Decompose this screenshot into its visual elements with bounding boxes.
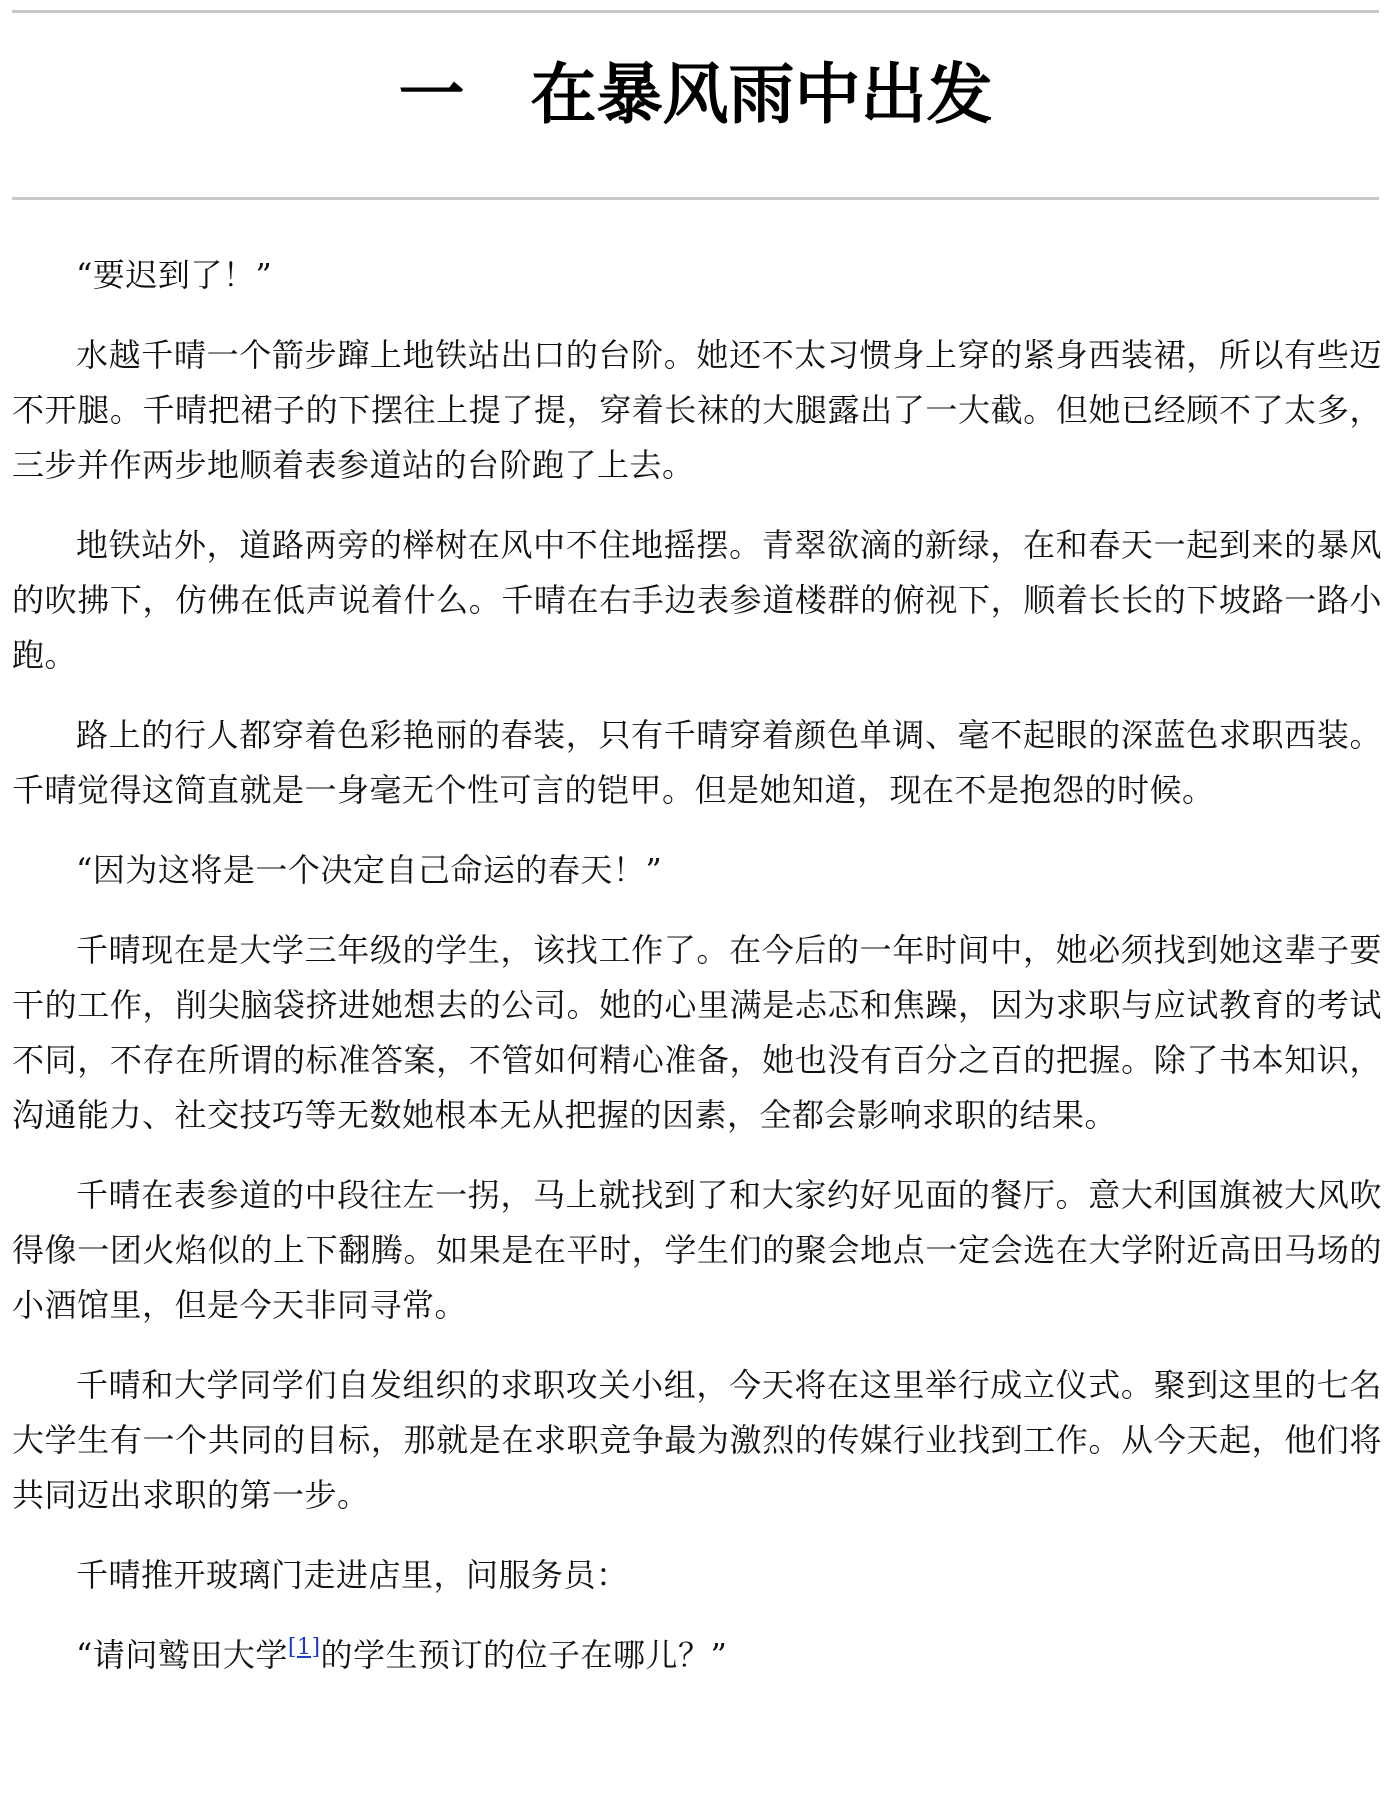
paragraph: 水越千晴一个箭步蹿上地铁站出口的台阶。她还不太习惯身上穿的紧身西装裙，所以有些迈不开腿。千晴把裙子的下摆往上提了提，穿着长袜的大腿露出了一大截。但她已经顾不了太多，三步并作两步地顺着表参道站的台阶跑了上去。	[12, 336, 1382, 484]
paragraph: 千晴推开玻璃门走进店里，问服务员：	[76, 1556, 629, 1594]
title-divider	[12, 197, 1379, 200]
paragraph: “因为这将是一个决定自己命运的春天！”	[76, 851, 663, 889]
chapter-body	[12, 248, 1382, 1708]
paragraph: 路上的行人都穿着色彩艳丽的春装，只有千晴穿着颜色单调、毫不起眼的深蓝色求职西装。千晴觉得这简直就是一身毫无个性可言的铠甲。但是她知道，现在不是抱怨的时候。	[12, 716, 1382, 809]
paragraph: 千晴在表参道的中段往左一拐，马上就找到了和大家约好见面的餐厅。意大利国旗被大风吹得像一团火焰似的上下翻腾。如果是在平时，学生们的聚会地点一定会选在大学附近高田马场的小酒馆里，但是今天非同寻常。	[12, 1176, 1382, 1324]
paragraph: 千晴现在是大学三年级的学生，该找工作了。在今后的一年时间中，她必须找到她这辈子要干的工作，削尖脑袋挤进她想去的公司。她的心里满是忐忑和焦躁，因为求职与应试教育的考试不同，不存在所谓的标准答案，不管如何精心准备，她也没有百分之百的把握。除了书本知识，沟通能力、社交技巧等无数她根本无从把握的因素，全都会影响求职的结果。	[12, 931, 1382, 1134]
footnote-link[interactable]: [1]	[287, 1635, 321, 1660]
paragraph-text-start: “请问鹫田大学	[76, 1636, 288, 1674]
paragraph: 地铁站外，道路两旁的榉树在风中不住地摇摆。青翠欲滴的新绿，在和春天一起到来的暴风的吹拂下，仿佛在低声说着什么。千晴在右手边表参道楼群的俯视下，顺着长长的下坡路一路小跑。	[12, 526, 1382, 674]
top-divider	[12, 10, 1379, 13]
paragraph: “要迟到了！”	[76, 256, 273, 294]
paragraph: 千晴和大学同学们自发组织的求职攻关小组，今天将在这里举行成立仪式。聚到这里的七名大学生有一个共同的目标，那就是在求职竞争最为激烈的传媒行业找到工作。从今天起，他们将共同迈出求职的第一步。	[12, 1366, 1382, 1514]
paragraph-with-footnote	[12, 1628, 1382, 1683]
paragraph-text-end: 的学生预订的位子在哪儿？”	[320, 1636, 728, 1674]
chapter-title: 一 在暴风雨中出发	[398, 56, 993, 133]
